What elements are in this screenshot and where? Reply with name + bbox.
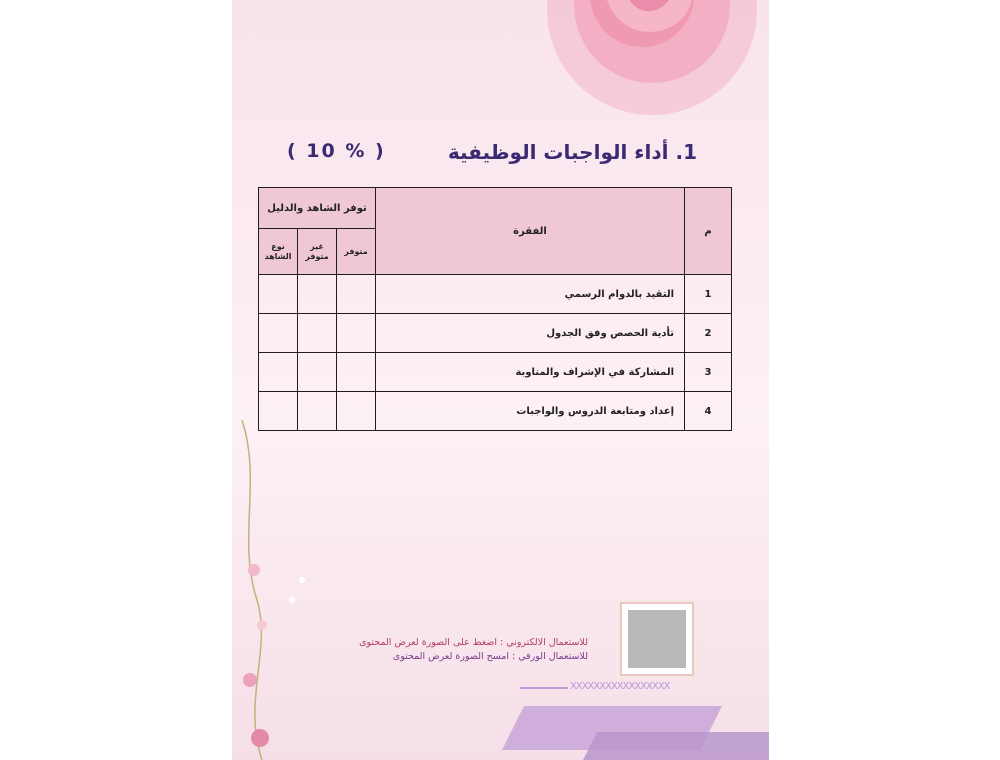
qr-code-image[interactable] [620,602,694,676]
decorative-line [520,687,568,689]
cell-evidence-type[interactable] [259,275,298,314]
table-row [259,353,732,392]
row-number: 3 [685,353,732,392]
header-not-available: غير متوفر [298,229,337,275]
row-item: التقيد بالدوام الرسمي [376,275,685,314]
header-evidence-group: توفر الشاهد والدليل [259,188,376,229]
paper-use-note: للاستعمال الورقي : امسح الصورة لعرض المحتوى [392,651,588,662]
decorative-x-marks: XXXXXXXXXXXXXXXXX [570,681,670,692]
table-row [259,314,732,353]
cell-not-available[interactable] [298,392,337,431]
section-title: 1. أداء الواجبات الوظيفية [447,140,697,164]
cell-available[interactable] [337,275,376,314]
electronic-use-note: للاستعمال الالكتروني : اضغط على الصورة لعرض المحتوى [359,637,588,648]
document-page [232,0,769,760]
row-number: 2 [685,314,732,353]
evaluation-table [258,187,732,431]
rose-decoration [512,0,769,120]
row-item: إعداد ومتابعة الدروس والواجبات [376,392,685,431]
cell-available[interactable] [337,392,376,431]
section-weight: ( 10 % ) [287,140,386,162]
header-number: م [685,188,732,275]
row-number: 1 [685,275,732,314]
cell-available[interactable] [337,314,376,353]
footer-banner-shape-2 [582,732,769,760]
row-number: 4 [685,392,732,431]
header-evidence-type: نوع الشاهد [259,229,298,275]
floral-vine-decoration [232,420,322,760]
qr-code-placeholder [628,610,686,668]
header-available: متوفر [337,229,376,275]
cell-not-available[interactable] [298,275,337,314]
table-row [259,275,732,314]
header-item: الفقرة [376,188,685,275]
cell-available[interactable] [337,353,376,392]
row-item: تأدية الحصص وفق الجدول [376,314,685,353]
table-row [259,392,732,431]
cell-evidence-type[interactable] [259,314,298,353]
cell-evidence-type[interactable] [259,353,298,392]
cell-not-available[interactable] [298,314,337,353]
cell-evidence-type[interactable] [259,392,298,431]
row-item: المشاركة في الإشراف والمناوبة [376,353,685,392]
cell-not-available[interactable] [298,353,337,392]
